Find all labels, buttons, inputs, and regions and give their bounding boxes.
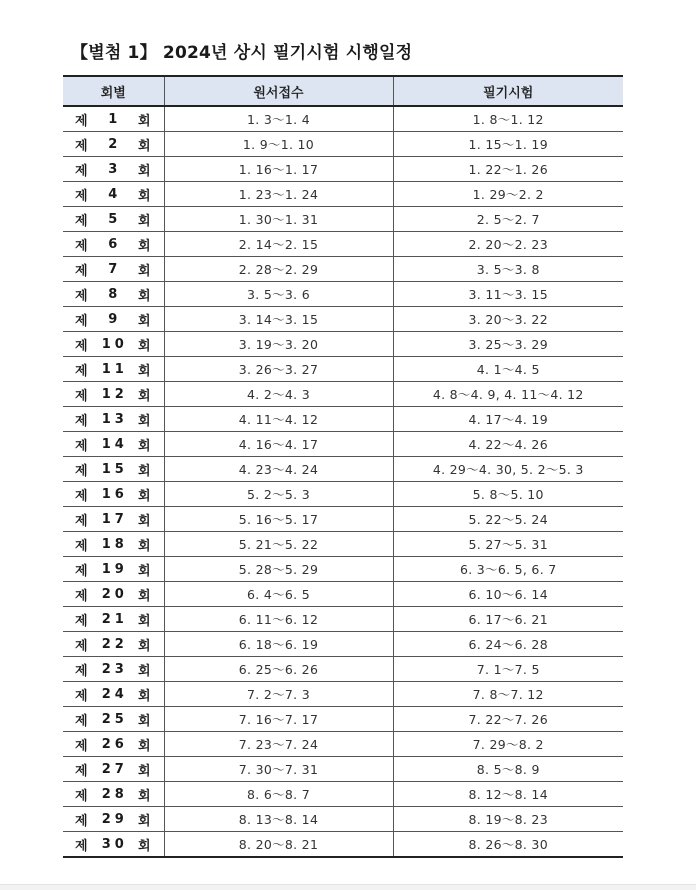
- round-suffix: 회: [137, 363, 151, 379]
- round-number: 28: [101, 786, 128, 802]
- round-suffix: 회: [137, 388, 151, 404]
- exam-period-cell: 5. 22～5. 24: [393, 507, 623, 532]
- round-suffix: 회: [137, 188, 151, 204]
- round-suffix: 회: [137, 663, 151, 679]
- round-cell: [63, 807, 164, 832]
- application-period-cell: 7. 30～7. 31: [164, 757, 393, 782]
- exam-period-cell: 1. 15～1. 19: [393, 132, 623, 157]
- application-period-cell: 8. 13～8. 14: [164, 807, 393, 832]
- round-suffix: 회: [137, 788, 151, 804]
- application-period-cell: 4. 16～4. 17: [164, 432, 393, 457]
- round-cell: [63, 457, 164, 482]
- round-prefix: 제: [75, 288, 88, 304]
- application-period-cell: 6. 25～6. 26: [164, 657, 393, 682]
- round-cell: [63, 732, 164, 757]
- exam-period-cell: 2. 20～2. 23: [393, 232, 623, 257]
- round-suffix: 회: [137, 588, 151, 604]
- exam-period-cell: 4. 1～4. 5: [393, 357, 623, 382]
- exam-period-cell: 7. 1～7. 5: [393, 657, 623, 682]
- application-period-cell: 8. 6～8. 7: [164, 782, 393, 807]
- table-row: [63, 106, 623, 132]
- table-row: [63, 707, 623, 732]
- table-row: [63, 557, 623, 582]
- round-prefix: 제: [75, 388, 88, 404]
- application-period-cell: 6. 18～6. 19: [164, 632, 393, 657]
- exam-period-cell: 1. 8～1. 12: [393, 106, 623, 132]
- round-prefix: 제: [75, 213, 88, 229]
- exam-period-cell: 6. 17～6. 21: [393, 607, 623, 632]
- round-number: 3: [108, 161, 122, 177]
- round-cell: [63, 382, 164, 407]
- round-cell: [63, 106, 164, 132]
- round-label: [63, 735, 164, 754]
- round-number: 2: [108, 136, 122, 152]
- round-cell: [63, 307, 164, 332]
- round-label: [63, 160, 164, 179]
- round-prefix: 제: [75, 513, 88, 529]
- round-prefix: 제: [75, 838, 88, 854]
- round-prefix: 제: [75, 738, 88, 754]
- round-label: [63, 585, 164, 604]
- round-number: 21: [101, 611, 128, 627]
- application-period-cell: 6. 4～6. 5: [164, 582, 393, 607]
- round-cell: [63, 707, 164, 732]
- round-number: 4: [108, 186, 122, 202]
- round-number: 22: [101, 636, 128, 652]
- page-title: 【별첨 1】 2024년 상시 필기시험 시행일정: [71, 43, 413, 63]
- round-suffix: 회: [137, 263, 151, 279]
- round-prefix: 제: [75, 763, 88, 779]
- table-row: [63, 757, 623, 782]
- round-prefix: 제: [75, 138, 88, 154]
- round-label: [63, 185, 164, 204]
- round-number: 18: [101, 536, 128, 552]
- table-row: [63, 207, 623, 232]
- application-period-cell: 7. 23～7. 24: [164, 732, 393, 757]
- round-prefix: 제: [75, 688, 88, 704]
- round-cell: [63, 232, 164, 257]
- round-prefix: 제: [75, 113, 88, 129]
- round-label: [63, 135, 164, 154]
- round-number: 12: [101, 386, 128, 402]
- round-suffix: 회: [137, 538, 151, 554]
- round-suffix: 회: [137, 288, 151, 304]
- round-cell: [63, 532, 164, 557]
- table-body: [63, 106, 623, 857]
- exam-period-cell: 3. 25～3. 29: [393, 332, 623, 357]
- round-number: 26: [101, 736, 128, 752]
- round-cell: [63, 757, 164, 782]
- round-number: 29: [101, 811, 128, 827]
- round-suffix: 회: [137, 338, 151, 354]
- application-period-cell: 3. 14～3. 15: [164, 307, 393, 332]
- round-cell: [63, 132, 164, 157]
- table-row: [63, 257, 623, 282]
- round-suffix: 회: [137, 488, 151, 504]
- table-row: [63, 782, 623, 807]
- round-cell: [63, 482, 164, 507]
- column-header-exam: 필기시험: [393, 76, 623, 106]
- round-label: [63, 360, 164, 379]
- round-cell: [63, 157, 164, 182]
- round-cell: [63, 182, 164, 207]
- round-label: [63, 335, 164, 354]
- application-period-cell: 1. 3～1. 4: [164, 106, 393, 132]
- exam-period-cell: 5. 27～5. 31: [393, 532, 623, 557]
- table-row: [63, 307, 623, 332]
- round-number: 17: [101, 511, 128, 527]
- round-cell: [63, 832, 164, 858]
- exam-period-cell: 1. 29～2. 2: [393, 182, 623, 207]
- round-suffix: 회: [137, 688, 151, 704]
- application-period-cell: 3. 26～3. 27: [164, 357, 393, 382]
- table-row: [63, 507, 623, 532]
- round-number: 8: [108, 286, 122, 302]
- exam-period-cell: 7. 29～8. 2: [393, 732, 623, 757]
- round-number: 5: [108, 211, 122, 227]
- application-period-cell: 3. 5～3. 6: [164, 282, 393, 307]
- table-row: [63, 682, 623, 707]
- round-prefix: 제: [75, 313, 88, 329]
- round-label: [63, 785, 164, 804]
- round-suffix: 회: [137, 638, 151, 654]
- exam-period-cell: 4. 29～4. 30, 5. 2～5. 3: [393, 457, 623, 482]
- round-label: [63, 535, 164, 554]
- table-row: [63, 607, 623, 632]
- round-number: 6: [108, 236, 122, 252]
- application-period-cell: 8. 20～8. 21: [164, 832, 393, 858]
- round-suffix: 회: [137, 763, 151, 779]
- round-label: [63, 110, 164, 129]
- application-period-cell: 1. 16～1. 17: [164, 157, 393, 182]
- round-label: [63, 260, 164, 279]
- round-suffix: 회: [137, 513, 151, 529]
- round-suffix: 회: [137, 238, 151, 254]
- round-prefix: 제: [75, 438, 88, 454]
- exam-period-cell: 6. 3～6. 5, 6. 7: [393, 557, 623, 582]
- application-period-cell: 7. 16～7. 17: [164, 707, 393, 732]
- exam-period-cell: 2. 5～2. 7: [393, 207, 623, 232]
- round-number: 30: [101, 836, 128, 852]
- application-period-cell: 4. 23～4. 24: [164, 457, 393, 482]
- round-number: 10: [101, 336, 128, 352]
- table-row: [63, 282, 623, 307]
- exam-period-cell: 8. 5～8. 9: [393, 757, 623, 782]
- exam-period-cell: 8. 26～8. 30: [393, 832, 623, 858]
- round-number: 20: [101, 586, 128, 602]
- round-suffix: 회: [137, 413, 151, 429]
- exam-period-cell: 6. 10～6. 14: [393, 582, 623, 607]
- round-prefix: 제: [75, 638, 88, 654]
- application-period-cell: 2. 28～2. 29: [164, 257, 393, 282]
- round-label: [63, 685, 164, 704]
- application-period-cell: 4. 11～4. 12: [164, 407, 393, 432]
- round-label: [63, 435, 164, 454]
- application-period-cell: 5. 2～5. 3: [164, 482, 393, 507]
- round-cell: [63, 582, 164, 607]
- round-label: [63, 410, 164, 429]
- application-period-cell: 7. 2～7. 3: [164, 682, 393, 707]
- table-row: [63, 657, 623, 682]
- round-prefix: 제: [75, 188, 88, 204]
- column-header-application: 원서접수: [164, 76, 393, 106]
- round-number: 13: [101, 411, 128, 427]
- table-row: [63, 407, 623, 432]
- round-cell: [63, 357, 164, 382]
- application-period-cell: 5. 21～5. 22: [164, 532, 393, 557]
- round-suffix: 회: [137, 438, 151, 454]
- round-cell: [63, 657, 164, 682]
- exam-period-cell: 6. 24～6. 28: [393, 632, 623, 657]
- round-number: 16: [101, 486, 128, 502]
- exam-period-cell: 3. 11～3. 15: [393, 282, 623, 307]
- table-row: [63, 332, 623, 357]
- exam-period-cell: 7. 22～7. 26: [393, 707, 623, 732]
- round-number: 14: [101, 436, 128, 452]
- round-suffix: 회: [137, 813, 151, 829]
- round-label: [63, 485, 164, 504]
- round-prefix: 제: [75, 163, 88, 179]
- table-row: [63, 232, 623, 257]
- column-header-round: 회별: [63, 76, 164, 106]
- table-row: [63, 382, 623, 407]
- application-period-cell: 1. 30～1. 31: [164, 207, 393, 232]
- exam-period-cell: 4. 22～4. 26: [393, 432, 623, 457]
- application-period-cell: 6. 11～6. 12: [164, 607, 393, 632]
- round-prefix: 제: [75, 538, 88, 554]
- application-period-cell: 5. 28～5. 29: [164, 557, 393, 582]
- round-label: [63, 635, 164, 654]
- exam-period-cell: 7. 8～7. 12: [393, 682, 623, 707]
- table-row: [63, 157, 623, 182]
- round-suffix: 회: [137, 838, 151, 854]
- round-cell: [63, 207, 164, 232]
- round-cell: [63, 257, 164, 282]
- round-label: [63, 610, 164, 629]
- round-prefix: 제: [75, 413, 88, 429]
- round-label: [63, 460, 164, 479]
- exam-period-cell: 3. 20～3. 22: [393, 307, 623, 332]
- application-period-cell: 3. 19～3. 20: [164, 332, 393, 357]
- page-bottom-edge: [0, 884, 696, 890]
- round-label: [63, 510, 164, 529]
- table-row: [63, 457, 623, 482]
- round-label: [63, 760, 164, 779]
- exam-schedule-table: [63, 75, 623, 858]
- round-prefix: 제: [75, 588, 88, 604]
- table-row: [63, 432, 623, 457]
- round-label: [63, 810, 164, 829]
- round-suffix: 회: [137, 738, 151, 754]
- round-label: [63, 385, 164, 404]
- application-period-cell: 4. 2～4. 3: [164, 382, 393, 407]
- round-label: [63, 285, 164, 304]
- round-suffix: 회: [137, 463, 151, 479]
- exam-period-cell: 8. 19～8. 23: [393, 807, 623, 832]
- round-cell: [63, 682, 164, 707]
- round-prefix: 제: [75, 563, 88, 579]
- round-number: 25: [101, 711, 128, 727]
- table-row: [63, 632, 623, 657]
- application-period-cell: 5. 16～5. 17: [164, 507, 393, 532]
- round-label: [63, 210, 164, 229]
- round-label: [63, 235, 164, 254]
- header-row: [63, 76, 623, 106]
- round-cell: [63, 282, 164, 307]
- table-row: [63, 532, 623, 557]
- round-cell: [63, 607, 164, 632]
- round-suffix: 회: [137, 313, 151, 329]
- round-number: 11: [101, 361, 128, 377]
- round-prefix: 제: [75, 263, 88, 279]
- round-suffix: 회: [137, 613, 151, 629]
- round-prefix: 제: [75, 788, 88, 804]
- application-period-cell: 1. 9～1. 10: [164, 132, 393, 157]
- exam-period-cell: 8. 12～8. 14: [393, 782, 623, 807]
- round-prefix: 제: [75, 338, 88, 354]
- round-cell: [63, 782, 164, 807]
- round-number: 1: [108, 111, 122, 127]
- table-row: [63, 732, 623, 757]
- exam-period-cell: 5. 8～5. 10: [393, 482, 623, 507]
- exam-period-cell: 3. 5～3. 8: [393, 257, 623, 282]
- exam-period-cell: 1. 22～1. 26: [393, 157, 623, 182]
- round-suffix: 회: [137, 563, 151, 579]
- round-label: [63, 835, 164, 854]
- round-number: 23: [101, 661, 128, 677]
- round-cell: [63, 557, 164, 582]
- round-prefix: 제: [75, 363, 88, 379]
- application-period-cell: 2. 14～2. 15: [164, 232, 393, 257]
- round-number: 19: [101, 561, 128, 577]
- round-prefix: 제: [75, 613, 88, 629]
- round-number: 27: [101, 761, 128, 777]
- round-cell: [63, 407, 164, 432]
- round-suffix: 회: [137, 163, 151, 179]
- table-row: [63, 807, 623, 832]
- round-number: 24: [101, 686, 128, 702]
- round-prefix: 제: [75, 463, 88, 479]
- table-row: [63, 132, 623, 157]
- round-prefix: 제: [75, 663, 88, 679]
- round-prefix: 제: [75, 713, 88, 729]
- round-cell: [63, 432, 164, 457]
- round-cell: [63, 632, 164, 657]
- round-suffix: 회: [137, 213, 151, 229]
- round-cell: [63, 507, 164, 532]
- table-row: [63, 357, 623, 382]
- table-row: [63, 582, 623, 607]
- round-prefix: 제: [75, 488, 88, 504]
- table-row: [63, 182, 623, 207]
- round-label: [63, 660, 164, 679]
- round-cell: [63, 332, 164, 357]
- table-row: [63, 832, 623, 858]
- exam-period-cell: 4. 8～4. 9, 4. 11～4. 12: [393, 382, 623, 407]
- table-row: [63, 482, 623, 507]
- application-period-cell: 1. 23～1. 24: [164, 182, 393, 207]
- round-number: 9: [108, 311, 122, 327]
- round-label: [63, 710, 164, 729]
- round-label: [63, 560, 164, 579]
- round-suffix: 회: [137, 713, 151, 729]
- round-prefix: 제: [75, 813, 88, 829]
- round-number: 15: [101, 461, 128, 477]
- round-suffix: 회: [137, 138, 151, 154]
- table-header: [63, 76, 623, 106]
- round-number: 7: [108, 261, 122, 277]
- round-suffix: 회: [137, 113, 151, 129]
- exam-period-cell: 4. 17～4. 19: [393, 407, 623, 432]
- round-label: [63, 310, 164, 329]
- round-prefix: 제: [75, 238, 88, 254]
